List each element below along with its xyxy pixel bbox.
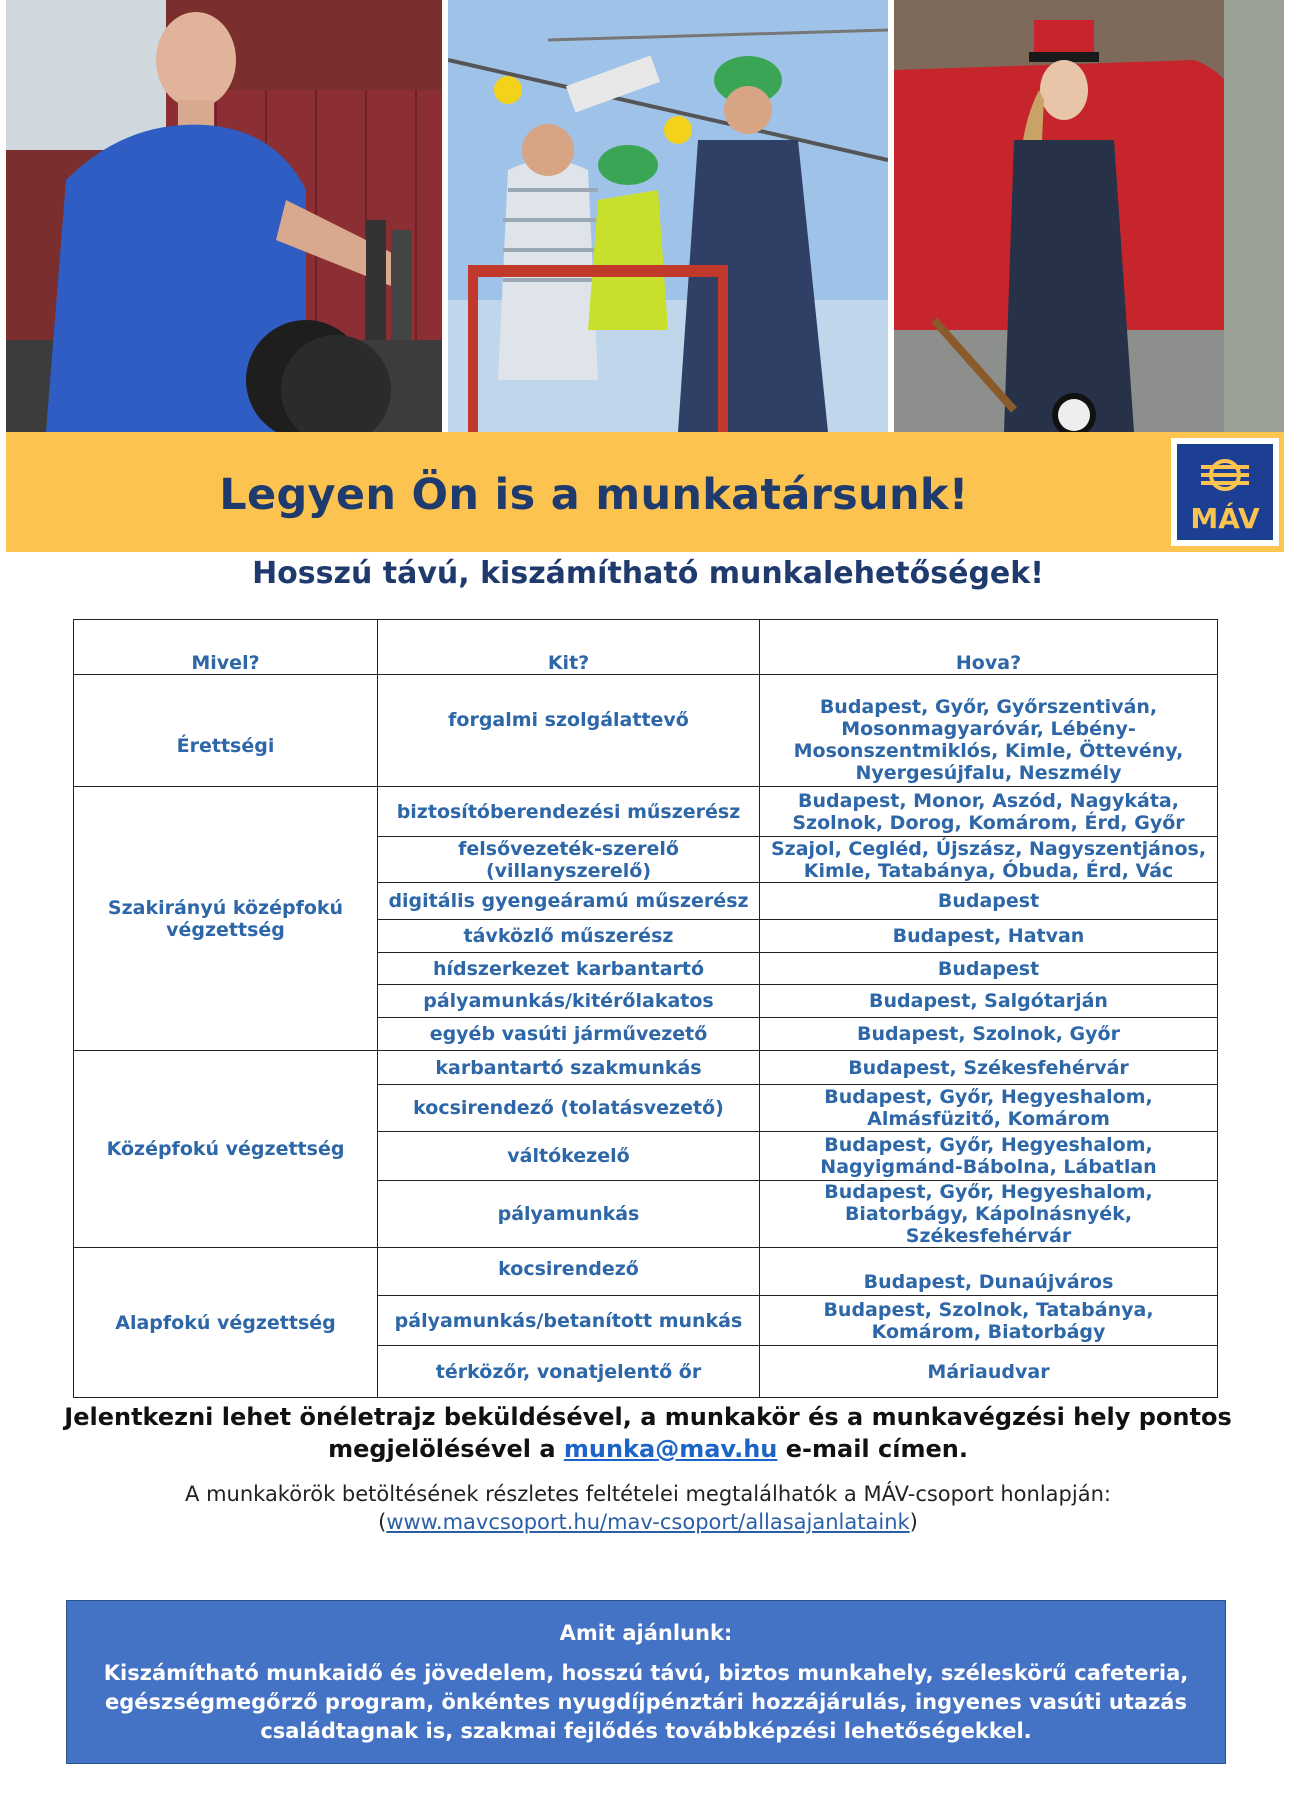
job-cell: digitális gyengeáramú műszerész bbox=[378, 883, 760, 920]
job-cell: forgalmi szolgálattevő bbox=[378, 675, 760, 787]
job-cell: hídszerkezet karbantartó bbox=[378, 953, 760, 985]
location-cell: Budapest, Salgótarján bbox=[760, 985, 1218, 1018]
link-prefix: ( bbox=[378, 1510, 387, 1534]
job-cell: váltókezelő bbox=[378, 1132, 760, 1181]
table-row bbox=[74, 787, 1218, 837]
job-cell: felsővezeték-szerelő (villanyszerelő) bbox=[378, 837, 760, 883]
mav-logo bbox=[1171, 438, 1279, 546]
offer-body: Kiszámítható munkaidő és jövedelem, hosszú távú, biztos munkahely, széleskörű cafeteria, egészségmegőrző program, önkéntes nyugdíjpénztári hozzájárulás, ingyenes vasúti utazás családtagnak is, szakmai fejlődés továbbképzési lehetőségekkel. bbox=[103, 1661, 1189, 1743]
jobs-table bbox=[73, 619, 1218, 1398]
location-cell: Budapest, Győr, Hegyeshalom, Nagyigmánd-Bábolna, Lábatlan bbox=[760, 1132, 1218, 1181]
mav-wing-icon bbox=[1201, 454, 1249, 496]
location-cell: Budapest, Monor, Aszód, Nagykáta, Szolnok, Dorog, Komárom, Érd, Győr bbox=[760, 787, 1218, 837]
location-cell: Budapest, Szolnok, Győr bbox=[760, 1018, 1218, 1051]
location-cell: Budapest bbox=[760, 953, 1218, 985]
job-cell: távközlő műszerész bbox=[378, 920, 760, 953]
photo-conductor-woman bbox=[894, 0, 1284, 432]
job-cell: egyéb vasúti járművezető bbox=[378, 1018, 760, 1051]
header-photos bbox=[6, 0, 1284, 432]
apply-text: Jelentkezni lehet önéletrajz beküldésével, a munkakör és a munkavégzési hely pontos megjelölésével a bbox=[64, 1403, 1232, 1463]
column-header-education: Mivel? bbox=[74, 620, 378, 675]
photo-overhead-line-workers bbox=[448, 0, 888, 432]
details-text: A munkakörök betöltésének részletes feltételei megtalálhatók a MÁV-csoport honlapján: bbox=[185, 1482, 1111, 1506]
location-cell: Szajol, Cegléd, Újszász, Nagyszentjános, Kimle, Tatabánya, Óbuda, Érd, Vác bbox=[760, 837, 1218, 883]
location-cell: Máriaudvar bbox=[760, 1346, 1218, 1398]
apply-instructions bbox=[40, 1401, 1256, 1465]
offer-box bbox=[66, 1600, 1226, 1764]
location-cell: Budapest bbox=[760, 883, 1218, 920]
location-cell: Budapest, Szolnok, Tatabánya, Komárom, Biatorbágy bbox=[760, 1296, 1218, 1346]
job-cell: kocsirendező (tolatásvezető) bbox=[378, 1085, 760, 1132]
link-suffix: ) bbox=[909, 1510, 918, 1534]
location-cell: Budapest, Győr, Győrszentiván, Mosonmagyaróvár, Lébény-Mosonszentmiklós, Kimle, Öttevény, Nyergesújfalu, Neszmély bbox=[760, 675, 1218, 787]
table-header-row bbox=[74, 620, 1218, 675]
education-cell: Középfokú végzettség bbox=[74, 1051, 378, 1248]
photo-worker-blue-shirt bbox=[6, 0, 442, 432]
location-cell: Budapest, Hatvan bbox=[760, 920, 1218, 953]
job-cell: térközőr, vonatjelentő őr bbox=[378, 1346, 760, 1398]
table-row bbox=[74, 675, 1218, 787]
job-cell: kocsirendező bbox=[378, 1248, 760, 1296]
banner-title: Legyen Ön is a munkatársunk! bbox=[219, 470, 969, 520]
job-cell: pályamunkás/betanított munkás bbox=[378, 1296, 760, 1346]
mav-logo-text: MÁV bbox=[1190, 502, 1260, 535]
job-cell: biztosítóberendezési műszerész bbox=[378, 787, 760, 837]
mav-logo-mark bbox=[1177, 444, 1273, 540]
location-cell: Budapest, Dunaújváros bbox=[760, 1248, 1218, 1296]
table-row bbox=[74, 1248, 1218, 1296]
website-link[interactable]: www.mavcsoport.hu/mav-csoport/allasajanlataink bbox=[386, 1510, 910, 1534]
email-link[interactable]: munka@mav.hu bbox=[563, 1435, 778, 1463]
offer-title: Amit ajánlunk: bbox=[559, 1621, 733, 1645]
education-cell: Szakirányú középfokú végzettség bbox=[74, 787, 378, 1051]
location-cell: Budapest, Székesfehérvár bbox=[760, 1051, 1218, 1085]
column-header-job: Kit? bbox=[378, 620, 760, 675]
job-cell: pályamunkás bbox=[378, 1181, 760, 1248]
location-cell: Budapest, Győr, Hegyeshalom, Biatorbágy, Kápolnásnyék, Székesfehérvár bbox=[760, 1181, 1218, 1248]
column-header-location: Hova? bbox=[760, 620, 1218, 675]
job-cell: pályamunkás/kitérőlakatos bbox=[378, 985, 760, 1018]
details-link-line bbox=[40, 1508, 1256, 1536]
apply-text-end: e-mail címen. bbox=[777, 1435, 968, 1463]
subtitle: Hosszú távú, kiszámítható munkalehetőségek! bbox=[252, 556, 1044, 591]
table-row bbox=[74, 1051, 1218, 1085]
details-note bbox=[40, 1480, 1256, 1536]
education-cell: Alapfokú végzettség bbox=[74, 1248, 378, 1398]
location-cell: Budapest, Győr, Hegyeshalom, Almásfüzitő, Komárom bbox=[760, 1085, 1218, 1132]
banner bbox=[6, 432, 1284, 552]
job-cell: karbantartó szakmunkás bbox=[378, 1051, 760, 1085]
education-cell: Érettségi bbox=[74, 675, 378, 787]
